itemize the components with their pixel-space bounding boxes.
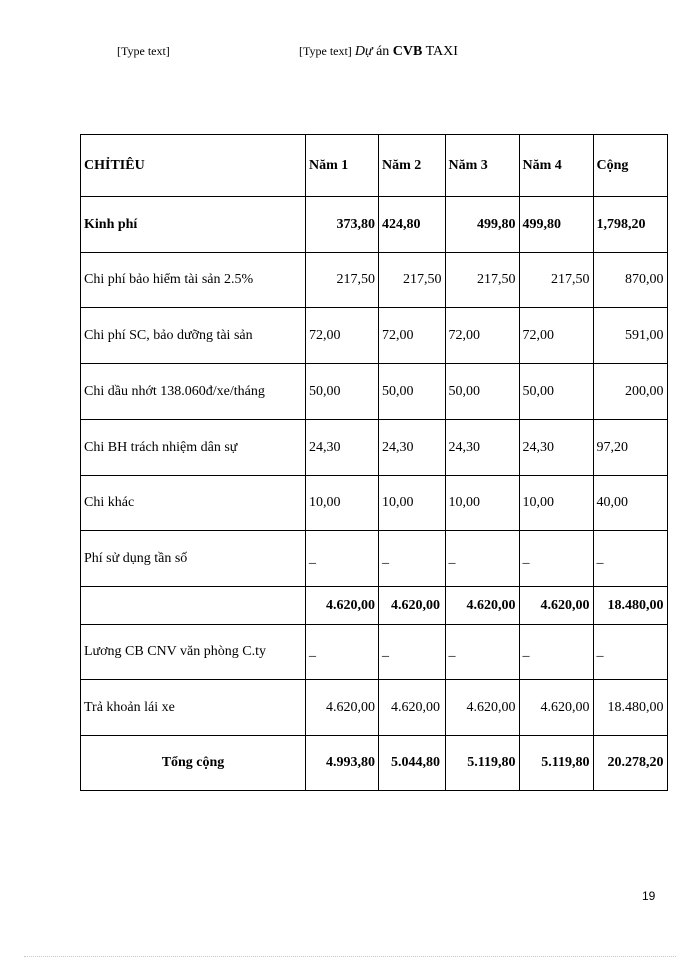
cell-value: 24,30: [445, 420, 519, 476]
cell-value: 24,30: [379, 420, 446, 476]
cell-value: 72,00: [306, 308, 379, 364]
column-header: CHỈTIÊU: [81, 135, 306, 197]
cell-value: 5.119,80: [445, 736, 519, 791]
cell-value: 4.993,80: [306, 736, 379, 791]
cell-value: 24,30: [519, 420, 593, 476]
cell-value: 50,00: [379, 364, 446, 420]
cell-value: 5.119,80: [519, 736, 593, 791]
cell-value: 18.480,00: [593, 680, 667, 736]
cell-value: 20.278,20: [593, 736, 667, 791]
header-title-tail: TAXI: [422, 44, 458, 59]
page-bottom-divider: [24, 956, 676, 957]
row-label: [81, 587, 306, 625]
cell-value: _: [593, 625, 667, 680]
cell-value: 10,00: [306, 476, 379, 531]
cell-value: 424,80: [379, 197, 446, 253]
row-label: Chi khác: [81, 476, 306, 531]
column-header: Năm 2: [379, 135, 446, 197]
cell-value: 72,00: [519, 308, 593, 364]
cell-value: _: [306, 625, 379, 680]
table-row: [81, 197, 668, 253]
cell-value: 499,80: [519, 197, 593, 253]
column-header: Năm 4: [519, 135, 593, 197]
table-row: [81, 531, 668, 587]
cell-value: _: [445, 531, 519, 587]
row-label: Chi phí SC, bảo dưỡng tài sản: [81, 308, 306, 364]
cell-value: 97,20: [593, 420, 667, 476]
row-label: Trả khoản lái xe: [81, 680, 306, 736]
cell-value: _: [379, 625, 446, 680]
cell-value: 4.620,00: [445, 680, 519, 736]
table-row: [81, 253, 668, 308]
row-label: Kinh phí: [81, 197, 306, 253]
cell-value: 217,50: [445, 253, 519, 308]
cell-value: 24,30: [306, 420, 379, 476]
header-title-normal: án: [372, 44, 393, 59]
cell-value: 4.620,00: [519, 680, 593, 736]
cell-value: 373,80: [306, 197, 379, 253]
cell-value: 499,80: [445, 197, 519, 253]
row-label: Chi dầu nhớt 138.060đ/xe/tháng: [81, 364, 306, 420]
header-title-bold: CVB: [392, 44, 423, 59]
cell-value: _: [445, 625, 519, 680]
row-label: Chi phí bảo hiểm tài sản 2.5%: [81, 253, 306, 308]
table-row: [81, 476, 668, 531]
row-label: Tổng cộng: [81, 736, 306, 791]
cell-value: 4.620,00: [445, 587, 519, 625]
header-title-italic: Dự: [354, 44, 373, 59]
cell-value: 1,798,20: [593, 197, 667, 253]
cell-value: _: [379, 531, 446, 587]
cell-value: _: [593, 531, 667, 587]
row-label: Chi BH trách nhiệm dân sự: [81, 420, 306, 476]
table-total-row: [81, 736, 668, 791]
header-middle-placeholder: [Type text]: [299, 44, 352, 58]
cell-value: 18.480,00: [593, 587, 667, 625]
header-title: [299, 44, 458, 60]
table-header-row: [81, 135, 668, 197]
cell-value: 10,00: [379, 476, 446, 531]
table-row: [81, 625, 668, 680]
row-label: Phí sử dụng tần số: [81, 531, 306, 587]
table-row: [81, 587, 668, 625]
row-label: Lương CB CNV văn phòng C.ty: [81, 625, 306, 680]
cell-value: 591,00: [593, 308, 667, 364]
page-number: 19: [642, 889, 656, 903]
cell-value: _: [519, 531, 593, 587]
cell-value: 200,00: [593, 364, 667, 420]
cell-value: _: [306, 531, 379, 587]
column-header: Năm 1: [306, 135, 379, 197]
cell-value: 4.620,00: [379, 680, 446, 736]
cell-value: 50,00: [519, 364, 593, 420]
column-header: Năm 3: [445, 135, 519, 197]
cell-value: 217,50: [306, 253, 379, 308]
table-row: [81, 420, 668, 476]
cell-value: 50,00: [445, 364, 519, 420]
cell-value: 4.620,00: [379, 587, 446, 625]
cell-value: 217,50: [519, 253, 593, 308]
cell-value: 4.620,00: [519, 587, 593, 625]
finance-table: [80, 134, 668, 791]
cell-value: _: [519, 625, 593, 680]
cell-value: 4.620,00: [306, 680, 379, 736]
cell-value: 40,00: [593, 476, 667, 531]
cell-value: 72,00: [379, 308, 446, 364]
cell-value: 870,00: [593, 253, 667, 308]
cell-value: 5.044,80: [379, 736, 446, 791]
table-row: [81, 364, 668, 420]
cell-value: 4.620,00: [306, 587, 379, 625]
header-left-placeholder: [Type text]: [117, 44, 170, 58]
column-header: Cộng: [593, 135, 667, 197]
cell-value: 72,00: [445, 308, 519, 364]
cell-value: 50,00: [306, 364, 379, 420]
table-row: [81, 308, 668, 364]
cell-value: 10,00: [445, 476, 519, 531]
table-row: [81, 680, 668, 736]
cell-value: 10,00: [519, 476, 593, 531]
cell-value: 217,50: [379, 253, 446, 308]
